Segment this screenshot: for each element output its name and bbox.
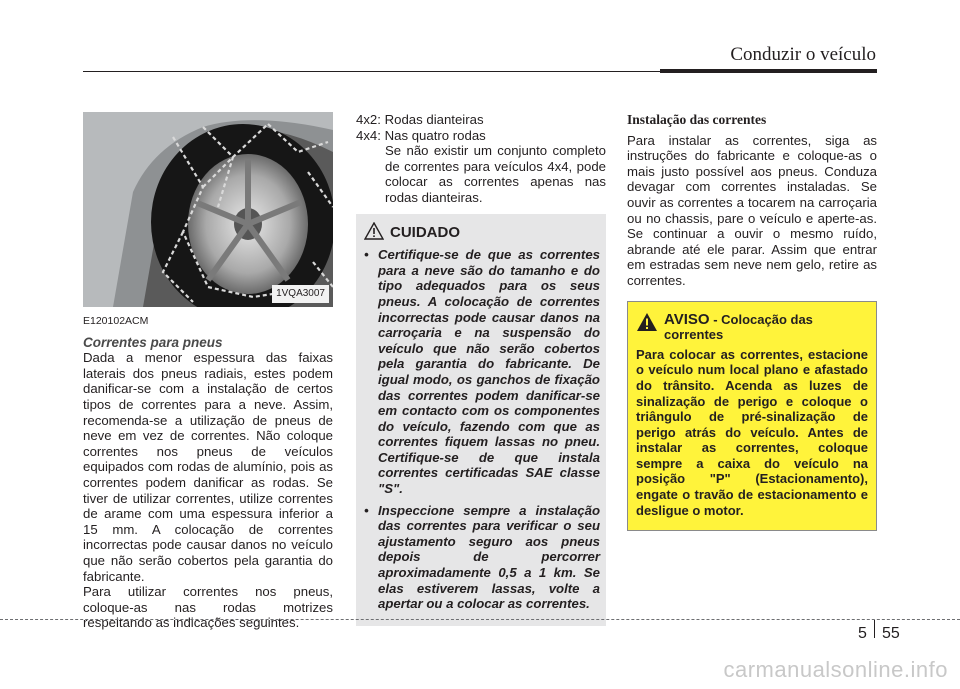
drive-type-note: Se não existir um conjunto completo de correntes para veículos 4x4, pode colocar as correntes apenas nas rodas dianteiras.	[385, 143, 606, 205]
warning-triangle-filled-icon	[636, 312, 658, 336]
watermark: carmanualsonline.info	[723, 657, 948, 682]
section-title: Instalação das correntes	[627, 112, 767, 127]
warning-box	[627, 301, 877, 532]
image-reference-code: E120102ACM	[83, 315, 149, 327]
caution-box	[356, 214, 606, 626]
page-number: 55	[882, 625, 900, 642]
page-header-title: Conduzir o veículo	[730, 44, 876, 65]
caution-item: • Inspeccione sempre a instalação das correntes para verificar o seu ajustamento seguro aos pneus depois de percorrer aproximadamente 0,5 a 1 km. Se elas estiverem lassas, volte a apertar ou a colocar as correntes.	[364, 503, 600, 612]
warning-body: Para colocar as correntes, estacione o veículo num local plano e afastado do trânsito. Acenda as luzes de sinalização de perigo e coloque o triângulo de pré-sinalização de perigo atrás do veículo. Antes de instalar as correntes, coloque sempre a caixa do veículo na posição "P" (Estacionamento), engate o travão de estacionamento e desligue o motor.	[636, 346, 868, 518]
drive-type-line: 4x2: Rodas dianteiras	[356, 112, 484, 127]
photo-code-label: 1VQA3007	[272, 285, 329, 303]
warning-subtitle: - Colocação das correntes	[664, 311, 813, 343]
caution-header	[364, 222, 600, 244]
page-number-separator	[874, 620, 875, 638]
footer-rule	[0, 619, 960, 620]
body-paragraph: Para utilizar correntes nos pneus, coloque-as nas rodas motrizes respeitando as indicações seguintes.	[83, 584, 333, 631]
column-left	[83, 112, 333, 631]
warning-triangle-icon	[364, 222, 384, 244]
column-middle	[356, 112, 606, 626]
chapter-number: 5	[858, 625, 867, 642]
body-paragraph: Para instalar as correntes, siga as instruções do fabricante e coloque-as o mais justo possível aos pneus. Conduza devagar com correntes instaladas. Se ouvir as correntes a tocarem na carroçaria ou no chassis, pare o veículo e aperte-as. Se continuar a ouvir o mesmo ruído, abrande até ele parar. Assim que entrar em estradas sem neve nem gelo, retire as correntes.	[627, 132, 877, 288]
body-paragraph: Dada a menor espessura das faixas laterais dos pneus radiais, estes podem danificar-se com a instalação de certos tipos de correntes para a neve. Assim, recomenda-se a utilização de pneus de neve em vez de correntes. Não coloque correntes nos pneus de veículos equipados com rodas de alumínio, pois as correntes podem danificar as rodas. Se tiver de utilizar correntes, utilize correntes de arame com uma espessura inferior a 15 mm. A colocação de correntes incorrectas pode causar danos no veículo que não serão cobertos pela garantia do fabricante.	[83, 350, 333, 584]
warning-header	[636, 312, 868, 343]
drive-type-line: 4x4: Nas quatro rodas	[356, 127, 486, 143]
header-rule	[83, 71, 660, 72]
tire-chain-photo	[83, 112, 333, 307]
warning-title: AVISO	[664, 310, 710, 328]
column-right	[627, 112, 877, 531]
section-subheading: Correntes para pneus	[83, 334, 223, 350]
caution-item: • Certifique-se de que as correntes para a neve são do tamanho e do tipo adequados para os seus pneus. A colocação de correntes incorrectas pode causar danos na carroçaria e na suspensão do veículo que não serão cobertos pela garantia do fabricante. De igual modo, os ganchos de fixação das correntes podem danificar-se em contacto com os componentes do veículo, fazendo com que as correntes fiquem lassas no pneu. Certifique-se de que instala correntes certificadas SAE classe "S".	[364, 247, 600, 497]
caution-title: CUIDADO	[390, 223, 460, 241]
caution-list	[364, 247, 600, 612]
header-rule-thick	[660, 69, 877, 73]
